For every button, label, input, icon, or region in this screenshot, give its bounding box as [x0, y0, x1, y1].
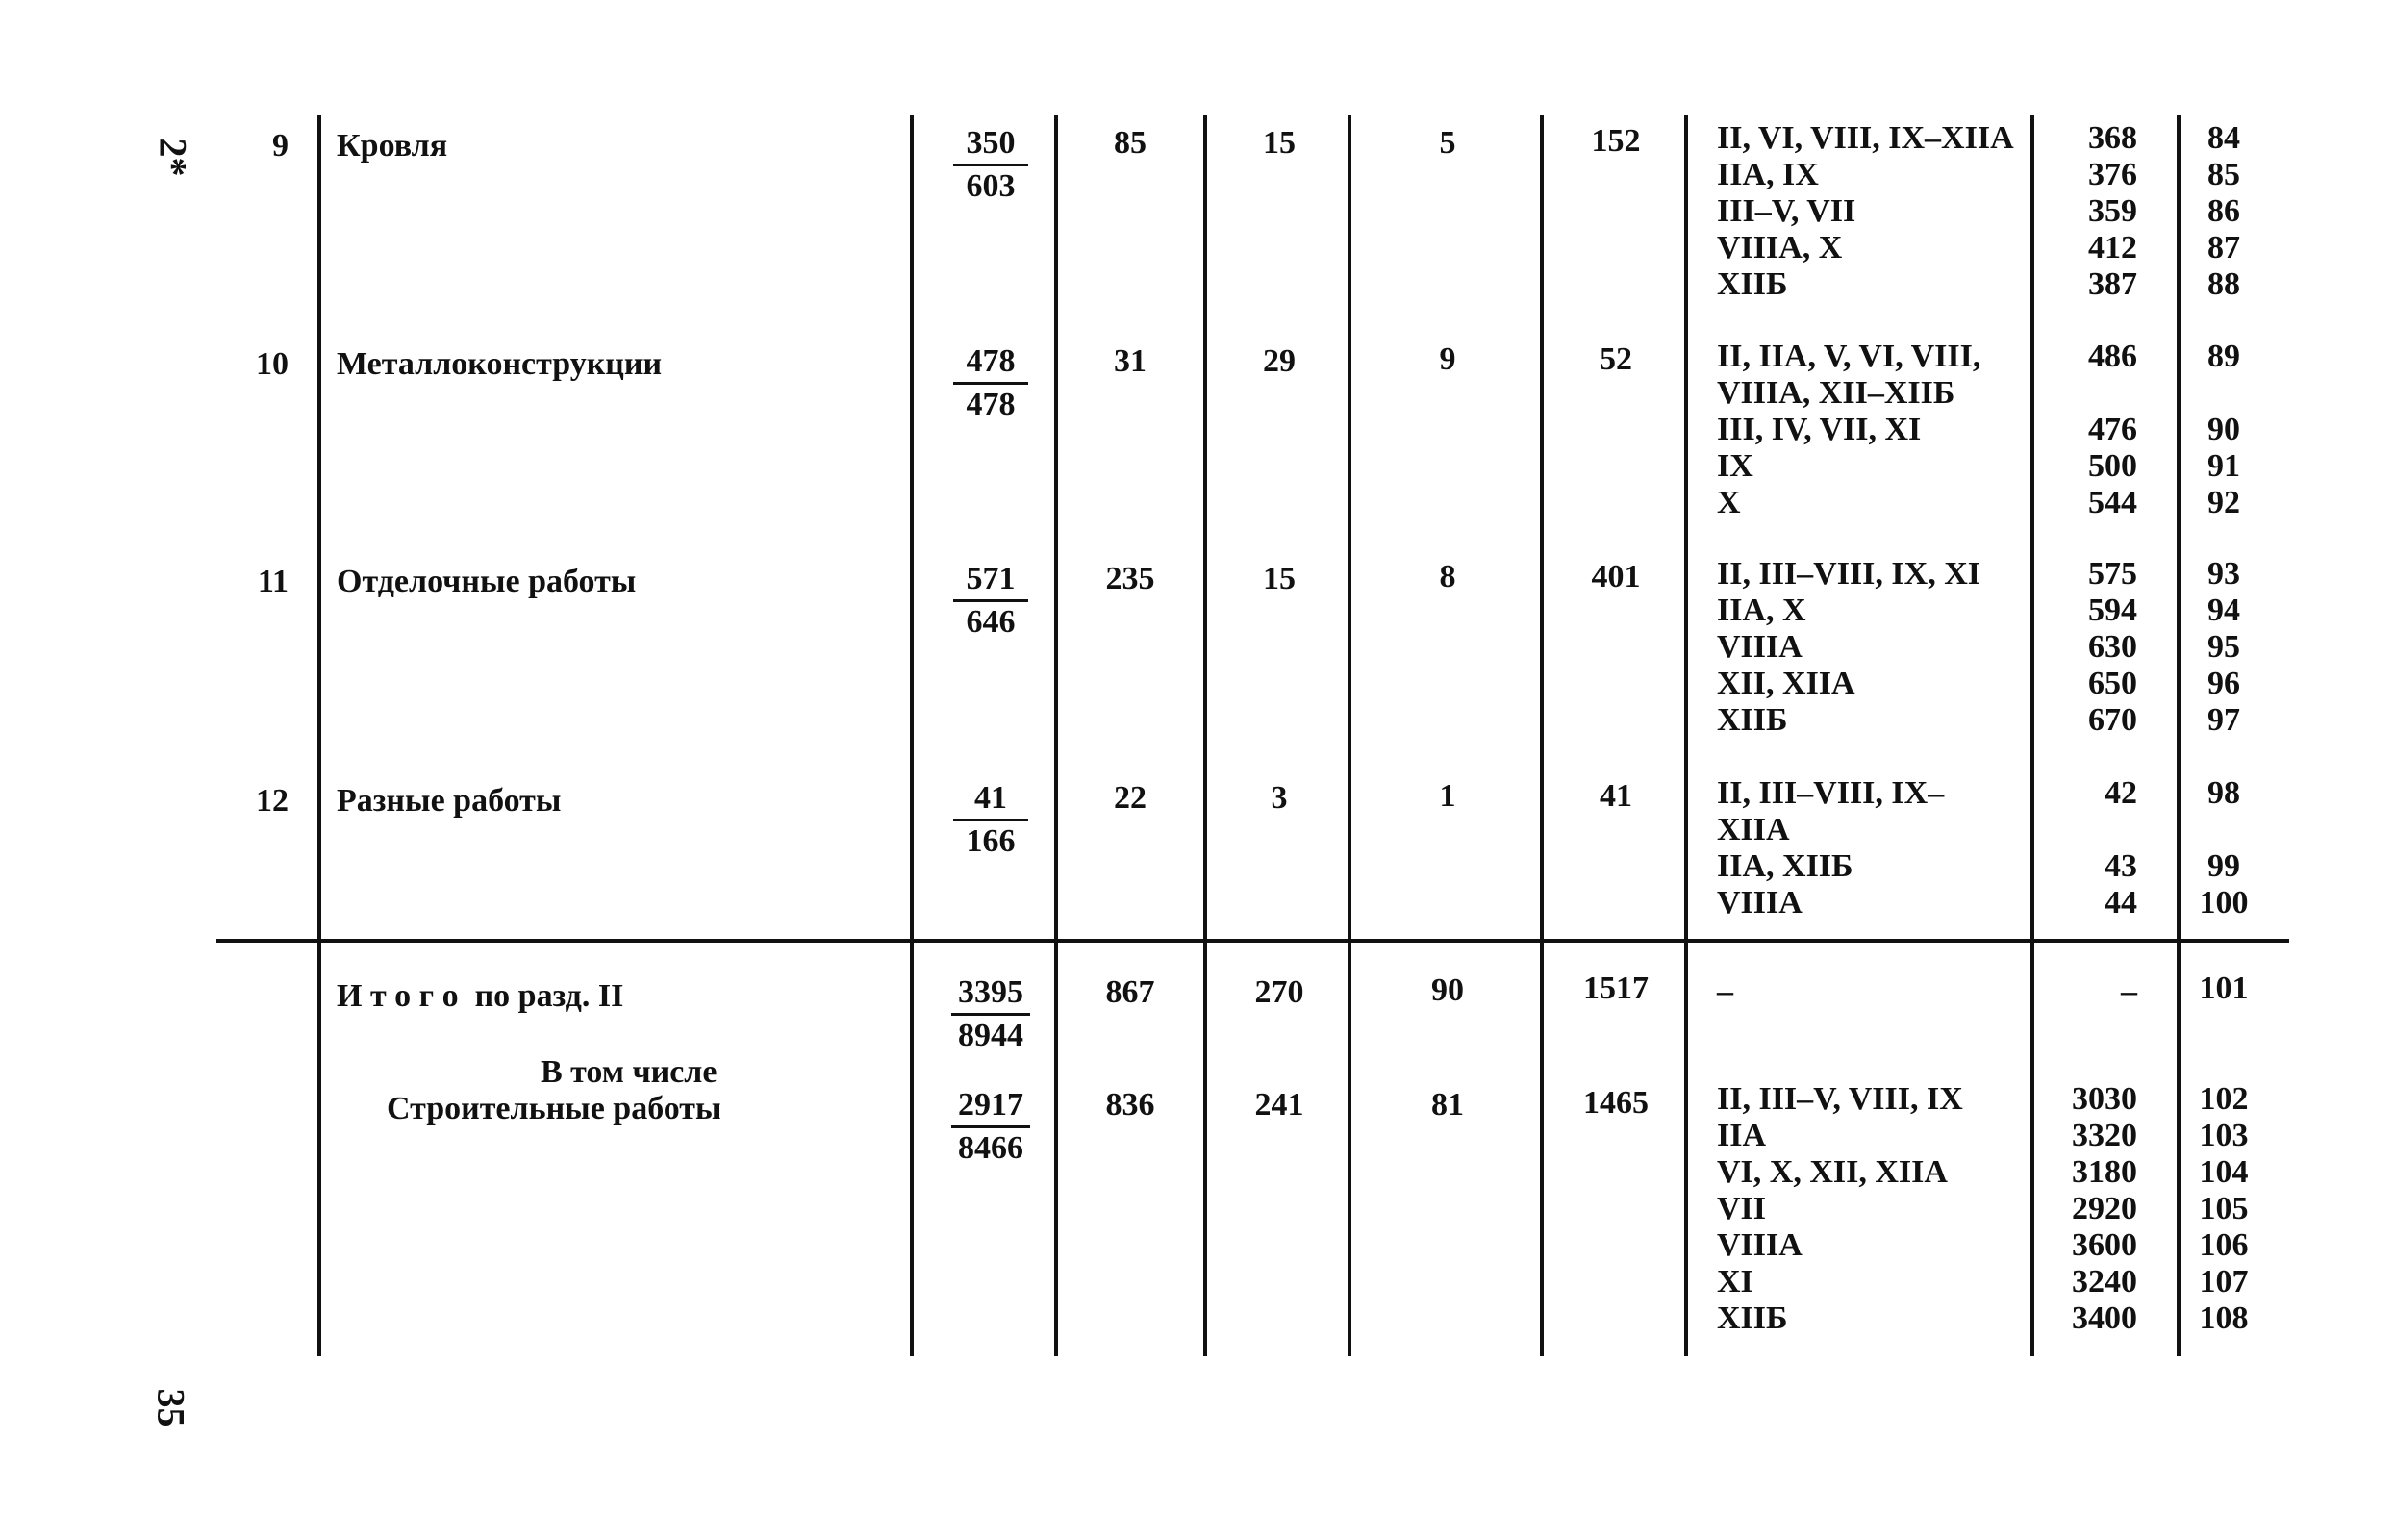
zone-item: XIIБ: [1717, 266, 1788, 302]
code-item: [2181, 812, 2266, 848]
code-item: 90: [2207, 412, 2240, 447]
code-item: 89: [2207, 339, 2240, 374]
row-name: Отделочные работы: [337, 564, 637, 599]
rule-v8: [2030, 115, 2034, 1356]
zone-list: [1717, 339, 1980, 521]
fraction-top: 2917: [958, 1087, 1023, 1123]
col-5: 81: [1431, 1087, 1464, 1123]
col-3: 85: [1114, 125, 1147, 161]
rule-v1: [317, 115, 321, 1356]
zone-item: XII, XIIA: [1717, 666, 1855, 701]
value-item: 3030: [2072, 1081, 2137, 1117]
code-item: 86: [2207, 193, 2240, 229]
value-item: 44: [2105, 885, 2137, 921]
page-number: 35: [149, 1388, 193, 1427]
zone-item: VIIIA: [1717, 885, 1803, 921]
zone-item: IIA, X: [1717, 593, 1806, 628]
col-4: 270: [1254, 974, 1304, 1010]
code-item: 99: [2207, 848, 2240, 884]
col-4: 3: [1271, 780, 1288, 816]
rule-v2: [910, 115, 914, 1356]
rule-v5: [1348, 115, 1351, 1356]
value-item: 544: [2088, 485, 2137, 520]
zone-list: [1717, 775, 1944, 921]
zone-item: II, III–V, VIII, IX: [1717, 1081, 1963, 1117]
col-6: 401: [1591, 559, 1641, 594]
value-list: [2039, 1081, 2137, 1337]
row-number: 12: [256, 783, 289, 819]
col-6: 52: [1600, 341, 1632, 377]
col-4: 15: [1263, 561, 1296, 596]
zone-item: III–V, VII: [1717, 193, 1856, 229]
value-item: 376: [2088, 157, 2137, 192]
col-3: 867: [1105, 974, 1155, 1010]
col-5: 90: [1431, 972, 1464, 1008]
row-number: 10: [256, 346, 289, 382]
col-5: 5: [1439, 125, 1456, 161]
zone-item: IIA, IX: [1717, 157, 1819, 192]
fraction-bar: [953, 819, 1028, 821]
margin-mark: 2*: [151, 138, 195, 177]
col-3: 235: [1105, 561, 1155, 596]
rule-v4: [1203, 115, 1207, 1356]
zone-item: VIIIA: [1717, 629, 1803, 665]
zone-list: [1717, 556, 1980, 739]
code-list: [2181, 775, 2266, 921]
value-item: 387: [2088, 266, 2137, 302]
fraction: [947, 780, 1034, 860]
value-item: –: [2121, 973, 2137, 1009]
zone-item: II, III–VIII, IX, XI: [1717, 556, 1980, 592]
col-5: 9: [1439, 341, 1456, 377]
code-list: [2181, 1081, 2266, 1337]
col-6: 1517: [1583, 971, 1649, 1006]
col-4: 15: [1263, 125, 1296, 161]
fraction-bottom: 8944: [958, 1018, 1023, 1053]
value-item: 368: [2088, 120, 2137, 156]
code-item: 106: [2199, 1227, 2249, 1263]
col-4: 29: [1263, 343, 1296, 379]
code-list: [2181, 339, 2266, 521]
zone-list: [1717, 1081, 1963, 1337]
code-item: 95: [2207, 629, 2240, 665]
value-item: 630: [2088, 629, 2137, 665]
code-item: 102: [2199, 1081, 2249, 1117]
fraction-bar: [951, 1125, 1030, 1128]
col-3: 31: [1114, 343, 1147, 379]
code-item: 108: [2199, 1300, 2249, 1336]
value-list: [2039, 120, 2137, 303]
code-item: 84: [2207, 120, 2240, 156]
value-item: 486: [2088, 339, 2137, 374]
code-list: [2181, 120, 2266, 303]
zone-item: IIA: [1717, 1118, 1767, 1153]
zone-item: II, III–VIII, IX–: [1717, 775, 1945, 811]
value-item: 575: [2088, 556, 2137, 592]
value-item: 3320: [2072, 1118, 2137, 1153]
code-item: 87: [2207, 230, 2240, 265]
zone-item: II, VI, VIII, IX–XIIA: [1717, 120, 2014, 156]
code-item: [2181, 375, 2266, 412]
zone-item: VIIIA, XII–XIIБ: [1717, 375, 1955, 411]
col-4: 241: [1254, 1087, 1304, 1123]
zone-item: VIIIA: [1717, 1227, 1803, 1263]
value-item: 43: [2105, 848, 2137, 884]
row-number: 11: [257, 564, 289, 599]
fraction: [945, 974, 1036, 1054]
fraction-bottom: 166: [966, 823, 1016, 859]
fraction-top: 3395: [958, 974, 1023, 1010]
totals-rule: [216, 939, 2289, 943]
code-item: 97: [2207, 702, 2240, 738]
value-list: [2039, 339, 2137, 521]
rule-v6: [1540, 115, 1544, 1356]
code-item: 104: [2199, 1154, 2249, 1190]
fraction-top: 350: [966, 125, 1016, 161]
fraction-bottom: 646: [966, 604, 1016, 640]
fraction-top: 571: [966, 561, 1016, 596]
row-name: Разные работы: [337, 783, 562, 819]
fraction-bar: [951, 1013, 1030, 1016]
code-list: [2181, 556, 2266, 739]
value-item: [2039, 812, 2137, 848]
value-item: 412: [2088, 230, 2137, 265]
zone-item: X: [1717, 485, 1741, 520]
col-3: 22: [1114, 780, 1147, 816]
code-item: 93: [2207, 556, 2240, 592]
value-item: 3400: [2072, 1300, 2137, 1336]
value-list: [2039, 556, 2137, 739]
fraction: [947, 561, 1034, 641]
zone-item: IX: [1717, 448, 1753, 484]
zone-item: IIA, XIIБ: [1717, 848, 1853, 884]
value-item: 500: [2088, 448, 2137, 484]
zone-item: VI, X, XII, XIIA: [1717, 1154, 1948, 1190]
value-list: [2039, 775, 2137, 921]
fraction-bar: [953, 599, 1028, 602]
code-item: 85: [2207, 157, 2240, 192]
fraction: [945, 1087, 1036, 1167]
code-item: 103: [2199, 1118, 2249, 1153]
value-item: [2039, 375, 2137, 412]
fraction-top: 41: [974, 780, 1007, 816]
value-item: 2920: [2072, 1191, 2137, 1226]
col-6: 152: [1591, 123, 1641, 159]
fraction-bottom: 603: [966, 168, 1016, 204]
fraction-bottom: 8466: [958, 1130, 1023, 1166]
zone-item: –: [1717, 973, 1733, 1009]
zone-item: XI: [1717, 1264, 1753, 1300]
zone-item: XIIБ: [1717, 1300, 1788, 1336]
value-item: 3180: [2072, 1154, 2137, 1190]
fraction-bar: [953, 382, 1028, 385]
value-item: 3600: [2072, 1227, 2137, 1263]
col-6: 41: [1600, 778, 1632, 814]
zone-item: XIIБ: [1717, 702, 1788, 738]
zone-item: VIIIA, X: [1717, 230, 1843, 265]
value-item: 650: [2088, 666, 2137, 701]
value-item: 3240: [2072, 1264, 2137, 1300]
zone-item: III, IV, VII, XI: [1717, 412, 1922, 447]
value-item: 476: [2088, 412, 2137, 447]
fraction-bar: [953, 164, 1028, 166]
value-item: 42: [2105, 775, 2137, 811]
fraction-top: 478: [966, 343, 1016, 379]
code-item: 100: [2199, 885, 2249, 921]
code-item: 101: [2199, 971, 2249, 1006]
fraction-bottom: 478: [966, 387, 1016, 422]
col-3: 836: [1105, 1087, 1155, 1123]
total-label: И т о г о по разд. II: [337, 978, 624, 1014]
zone-item: VII: [1717, 1191, 1767, 1226]
subtotal-caption: В том числе: [541, 1054, 718, 1090]
code-item: 98: [2207, 775, 2240, 811]
col-5: 1: [1439, 778, 1456, 814]
rule-v3: [1054, 115, 1058, 1356]
code-item: 105: [2199, 1191, 2249, 1226]
code-item: 107: [2199, 1264, 2249, 1300]
code-item: 88: [2207, 266, 2240, 302]
fraction: [947, 343, 1034, 423]
subtotal-label: Строительные работы: [387, 1091, 721, 1126]
rule-v9: [2177, 115, 2181, 1356]
value-item: 670: [2088, 702, 2137, 738]
code-item: 96: [2207, 666, 2240, 701]
row-number: 9: [272, 128, 289, 164]
code-item: 91: [2207, 448, 2240, 484]
zone-list: [1717, 120, 2014, 303]
value-item: 359: [2088, 193, 2137, 229]
code-item: 94: [2207, 593, 2240, 628]
zone-item: II, IIA, V, VI, VIII,: [1717, 339, 1981, 374]
rule-v7: [1684, 115, 1688, 1356]
row-name: Кровля: [337, 128, 448, 164]
zone-item: XIIA: [1717, 812, 1790, 847]
code-item: 92: [2207, 485, 2240, 520]
fraction: [947, 125, 1034, 205]
value-item: 594: [2088, 593, 2137, 628]
col-6: 1465: [1583, 1085, 1649, 1121]
row-name: Металлоконструкции: [337, 346, 663, 382]
col-5: 8: [1439, 559, 1456, 594]
